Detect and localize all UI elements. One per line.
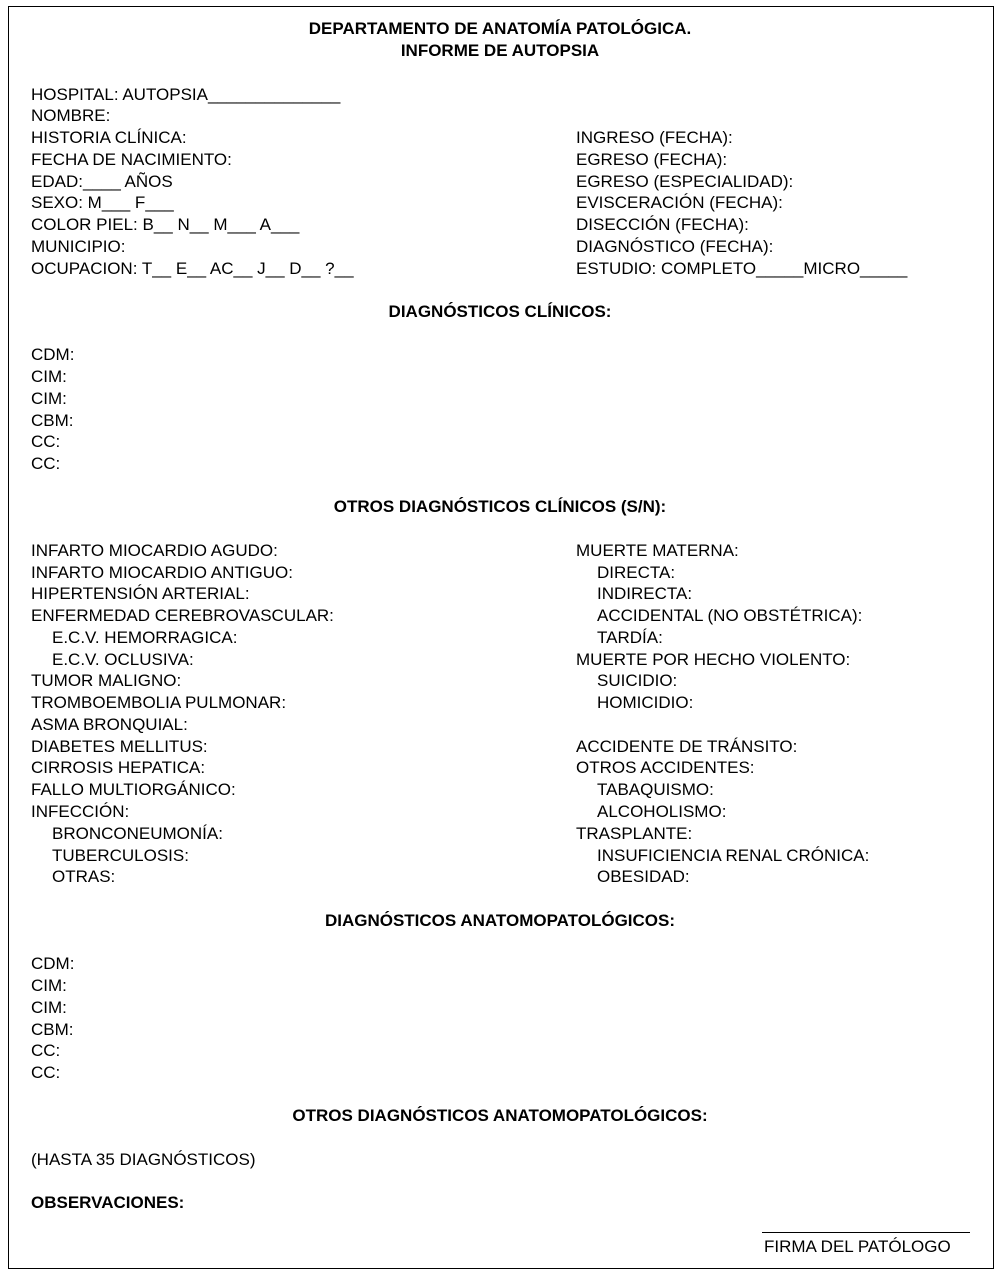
otro-diagnostico-subitem: ACCIDENTAL (NO OBSTÉTRICA):	[597, 606, 863, 625]
section-title-otros-clinicos: OTROS DIAGNÓSTICOS CLÍNICOS (S/N):	[333, 497, 667, 516]
otro-diagnostico-item: OTROS ACCIDENTES:	[576, 758, 755, 777]
estudio-field: ESTUDIO: COMPLETO_____MICRO_____	[576, 259, 908, 278]
egreso-field: EGRESO (FECHA):	[576, 150, 728, 169]
ingreso-field: INGRESO (FECHA):	[576, 128, 733, 147]
department-title: DEPARTAMENTO DE ANATOMÍA PATOLÓGICA.	[308, 19, 692, 38]
otro-diagnostico-item: TROMBOEMBOLIA PULMONAR:	[31, 693, 287, 712]
otro-diagnostico-subitem: E.C.V. OCLUSIVA:	[52, 650, 194, 669]
color-piel-field: COLOR PIEL: B__ N__ M___ A___	[31, 215, 300, 234]
signature-line	[762, 1232, 970, 1233]
otro-diagnostico-subitem: OTRAS:	[52, 867, 116, 886]
otro-diagnostico-subitem: OBESIDAD:	[597, 867, 690, 886]
evisceracion-field: EVISCERACIÓN (FECHA):	[576, 193, 783, 212]
historia-field: HISTORIA CLÍNICA:	[31, 128, 187, 147]
otro-diagnostico-subitem: INSUFICIENCIA RENAL CRÓNICA:	[597, 846, 870, 865]
otro-diagnostico-subitem: E.C.V. HEMORRAGICA:	[52, 628, 238, 647]
anatomo-item: CIM:	[31, 976, 67, 995]
anatomo-item: CBM:	[31, 1020, 74, 1039]
otro-diagnostico-item: TRASPLANTE:	[576, 824, 693, 843]
otro-diagnostico-item: ACCIDENTE DE TRÁNSITO:	[576, 737, 798, 756]
anatomo-item: CC:	[31, 1063, 61, 1082]
municipio-field: MUNICIPIO:	[31, 237, 126, 256]
otro-diagnostico-item: ASMA BRONQUIAL:	[31, 715, 188, 734]
hospital-field: HOSPITAL: AUTOPSIA______________	[31, 85, 341, 104]
section-title-clinicos: DIAGNÓSTICOS CLÍNICOS:	[388, 302, 612, 321]
hasta-note: (HASTA 35 DIAGNÓSTICOS)	[31, 1150, 256, 1169]
anatomo-item: CDM:	[31, 954, 75, 973]
section-title-otros-anatomo: OTROS DIAGNÓSTICOS ANATOMOPATOLÓGICOS:	[292, 1106, 708, 1125]
otro-diagnostico-subitem: ALCOHOLISMO:	[597, 802, 727, 821]
otro-diagnostico-subitem: INDIRECTA:	[597, 584, 693, 603]
ocupacion-field: OCUPACION: T__ E__ AC__ J__ D__ ?__	[31, 259, 354, 278]
otro-diagnostico-item: FALLO MULTIORGÁNICO:	[31, 780, 236, 799]
signature-label: FIRMA DEL PATÓLOGO	[764, 1237, 951, 1256]
otro-diagnostico-subitem: TUBERCULOSIS:	[52, 846, 189, 865]
otro-diagnostico-item: CIRROSIS HEPATICA:	[31, 758, 206, 777]
clinico-item: CBM:	[31, 411, 74, 430]
otro-diagnostico-item: INFARTO MIOCARDIO AGUDO:	[31, 541, 278, 560]
nombre-field: NOMBRE:	[31, 106, 111, 125]
anatomo-item: CIM:	[31, 998, 67, 1017]
otro-diagnostico-item: DIABETES MELLITUS:	[31, 737, 208, 756]
diagnostico-field: DIAGNÓSTICO (FECHA):	[576, 237, 774, 256]
otro-diagnostico-subitem: TARDÍA:	[597, 628, 663, 647]
clinico-item: CDM:	[31, 345, 75, 364]
clinico-item: CIM:	[31, 367, 67, 386]
otro-diagnostico-subitem: HOMICIDIO:	[597, 693, 694, 712]
otro-diagnostico-item: INFARTO MIOCARDIO ANTIGUO:	[31, 563, 293, 582]
especialidad-field: EGRESO (ESPECIALIDAD):	[576, 172, 794, 191]
edad-field: EDAD:____ AÑOS	[31, 172, 173, 191]
nacimiento-field: FECHA DE NACIMIENTO:	[31, 150, 232, 169]
otro-diagnostico-subitem: BRONCONEUMONÍA:	[52, 824, 223, 843]
otro-diagnostico-item: MUERTE POR HECHO VIOLENTO:	[576, 650, 851, 669]
anatomo-item: CC:	[31, 1041, 61, 1060]
clinico-item: CC:	[31, 432, 61, 451]
otro-diagnostico-item: INFECCIÓN:	[31, 802, 130, 821]
otro-diagnostico-subitem: TABAQUISMO:	[597, 780, 714, 799]
otro-diagnostico-item: MUERTE MATERNA:	[576, 541, 739, 560]
otro-diagnostico-subitem: DIRECTA:	[597, 563, 676, 582]
otro-diagnostico-item: TUMOR MALIGNO:	[31, 671, 182, 690]
section-title-anatomo: DIAGNÓSTICOS ANATOMOPATOLÓGICOS:	[324, 911, 676, 930]
otro-diagnostico-subitem: SUICIDIO:	[597, 671, 678, 690]
report-title: INFORME DE AUTOPSIA	[400, 41, 600, 60]
clinico-item: CC:	[31, 454, 61, 473]
observaciones-label: OBSERVACIONES:	[31, 1193, 185, 1212]
clinico-item: CIM:	[31, 389, 67, 408]
diseccion-field: DISECCIÓN (FECHA):	[576, 215, 749, 234]
otro-diagnostico-item: HIPERTENSIÓN ARTERIAL:	[31, 584, 250, 603]
otro-diagnostico-item: ENFERMEDAD CEREBROVASCULAR:	[31, 606, 334, 625]
sexo-field: SEXO: M___ F___	[31, 193, 174, 212]
